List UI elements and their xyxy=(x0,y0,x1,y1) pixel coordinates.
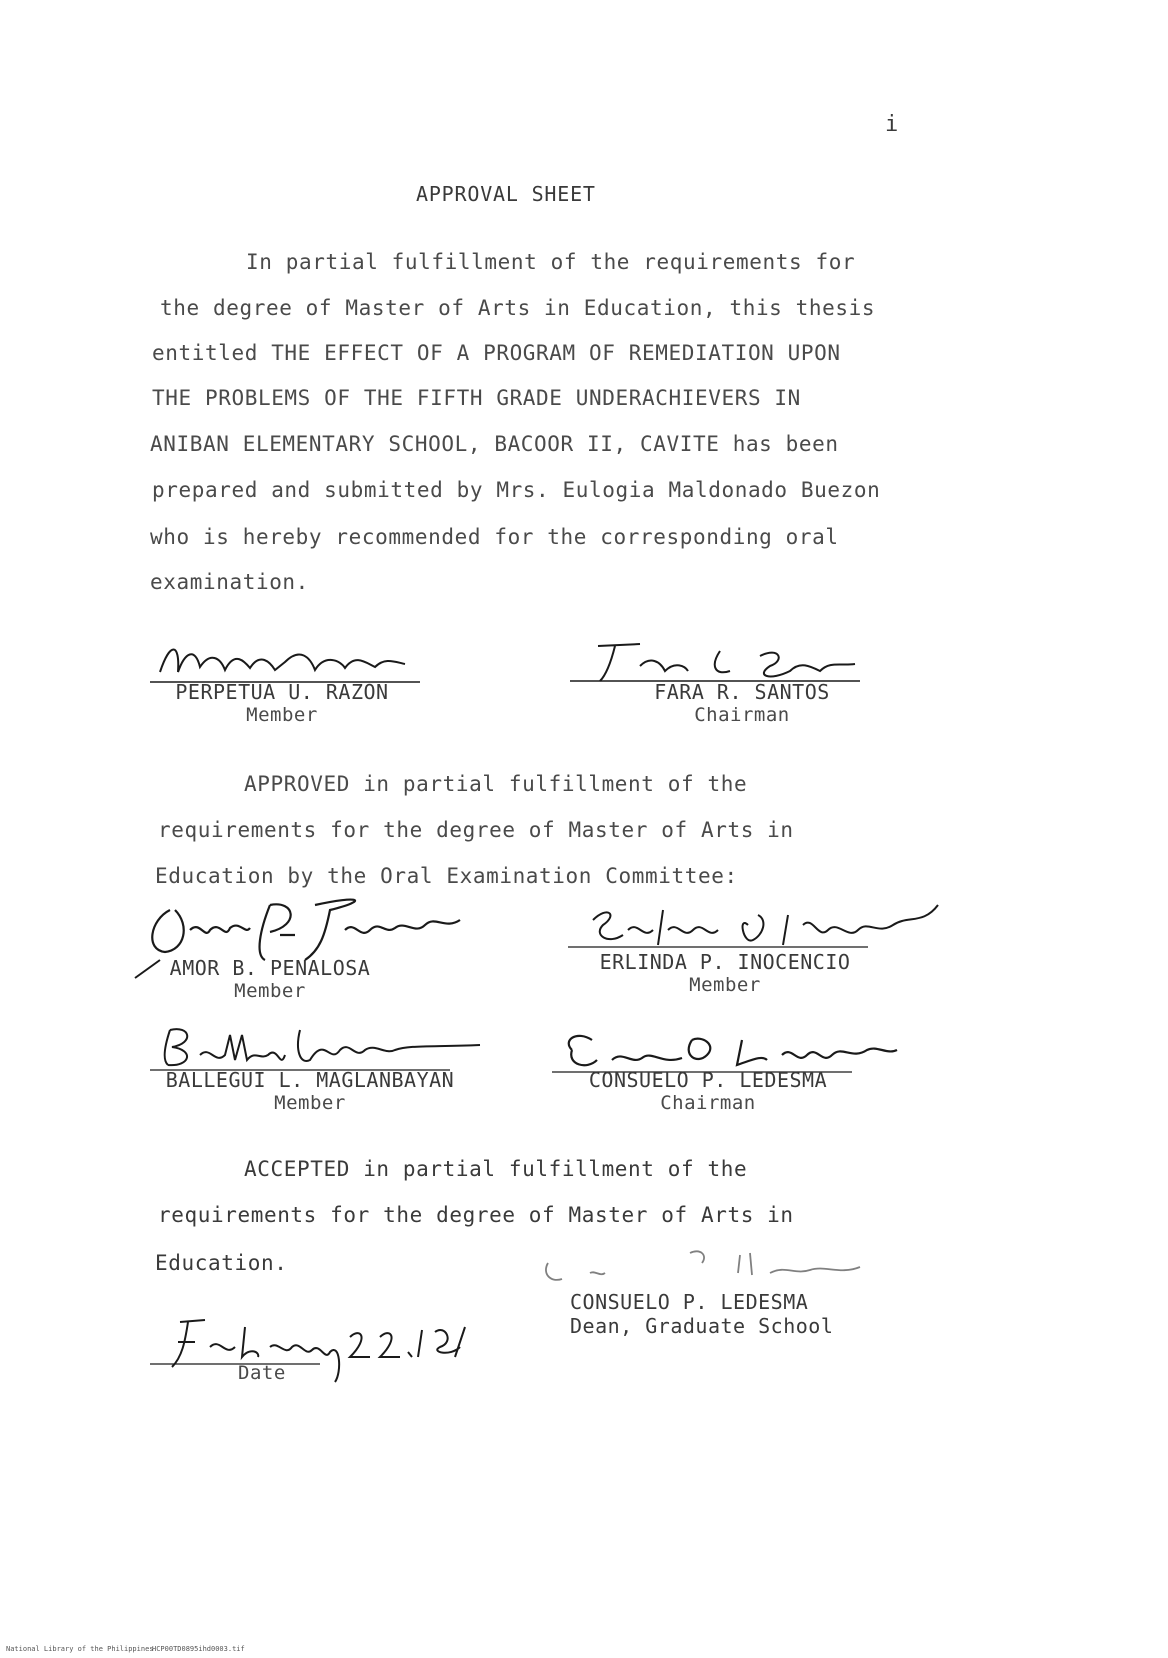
committee-ledesma xyxy=(568,1068,848,1114)
committee-inocencio-role: Member xyxy=(689,974,761,996)
committee-maglanbayan-name: BALLEGUI L. MAGLANBAYAN xyxy=(165,1068,455,1092)
footer-filename: HCP00TD0895ihd0003.tif xyxy=(152,1645,245,1653)
signature-maglanbayan xyxy=(150,1015,490,1075)
approved-line-1: APPROVED in partial fulfillment of the xyxy=(244,772,748,796)
signature-dean xyxy=(540,1245,900,1295)
signatory-razon-role: Member xyxy=(246,704,318,726)
committee-maglanbayan xyxy=(150,1068,470,1114)
page-title: APPROVAL SHEET xyxy=(416,182,596,206)
signature-inocencio xyxy=(568,895,948,955)
dean-name: CONSUELO P. LEDESMA xyxy=(570,1290,809,1314)
accepted-line-1: ACCEPTED in partial fulfillment of the xyxy=(244,1157,748,1181)
intro-line-6: prepared and submitted by Mrs. Eulogia Maldonado Buezon xyxy=(152,478,881,502)
accepted-line-2: requirements for the degree of Master of Arts in xyxy=(158,1203,794,1227)
intro-line-8: examination. xyxy=(150,570,309,594)
committee-inocencio-name: ERLINDA P. INOCENCIO xyxy=(599,950,851,974)
committee-penalosa-role: Member xyxy=(234,980,306,1002)
intro-line-3: entitled THE EFFECT OF A PROGRAM OF REMEDIATION UPON xyxy=(152,341,841,365)
committee-maglanbayan-role: Member xyxy=(274,1092,346,1114)
page-number: i xyxy=(885,112,899,137)
committee-inocencio xyxy=(575,950,875,996)
signatory-santos-name: FARA R. SANTOS xyxy=(654,680,830,704)
approved-line-3: Education by the Oral Examination Committee: xyxy=(155,864,738,888)
signatory-razon xyxy=(152,680,412,726)
scan-footer xyxy=(0,1642,1168,1658)
signatory-santos xyxy=(612,680,872,726)
accepted-line-3: Education. xyxy=(155,1251,288,1275)
committee-ledesma-name: CONSUELO P. LEDESMA xyxy=(588,1068,828,1092)
dean-signatory xyxy=(570,1290,833,1338)
committee-ledesma-role: Chairman xyxy=(660,1092,756,1114)
committee-penalosa xyxy=(150,956,390,1002)
handwritten-date xyxy=(150,1312,480,1387)
approved-line-2: requirements for the degree of Master of Arts in xyxy=(158,818,794,842)
committee-penalosa-name: AMOR B. PENALOSA xyxy=(169,956,371,980)
dean-role: Dean, Graduate School xyxy=(570,1314,834,1338)
signatory-razon-name: PERPETUA U. RAZON xyxy=(175,680,389,704)
intro-line-5: ANIBAN ELEMENTARY SCHOOL, BACOOR II, CAVITE has been xyxy=(150,432,839,456)
intro-line-1: In partial fulfillment of the requirements for xyxy=(246,250,856,274)
intro-line-7: who is hereby recommended for the corresponding oral xyxy=(150,525,839,549)
intro-line-2: the degree of Master of Arts in Education, this thesis xyxy=(160,296,876,320)
footer-library: National Library of the Philippines xyxy=(6,1645,154,1653)
signatory-santos-role: Chairman xyxy=(694,704,790,726)
date-label: Date xyxy=(238,1362,286,1384)
intro-line-4: THE PROBLEMS OF THE FIFTH GRADE UNDERACHIEVERS IN xyxy=(152,386,801,410)
